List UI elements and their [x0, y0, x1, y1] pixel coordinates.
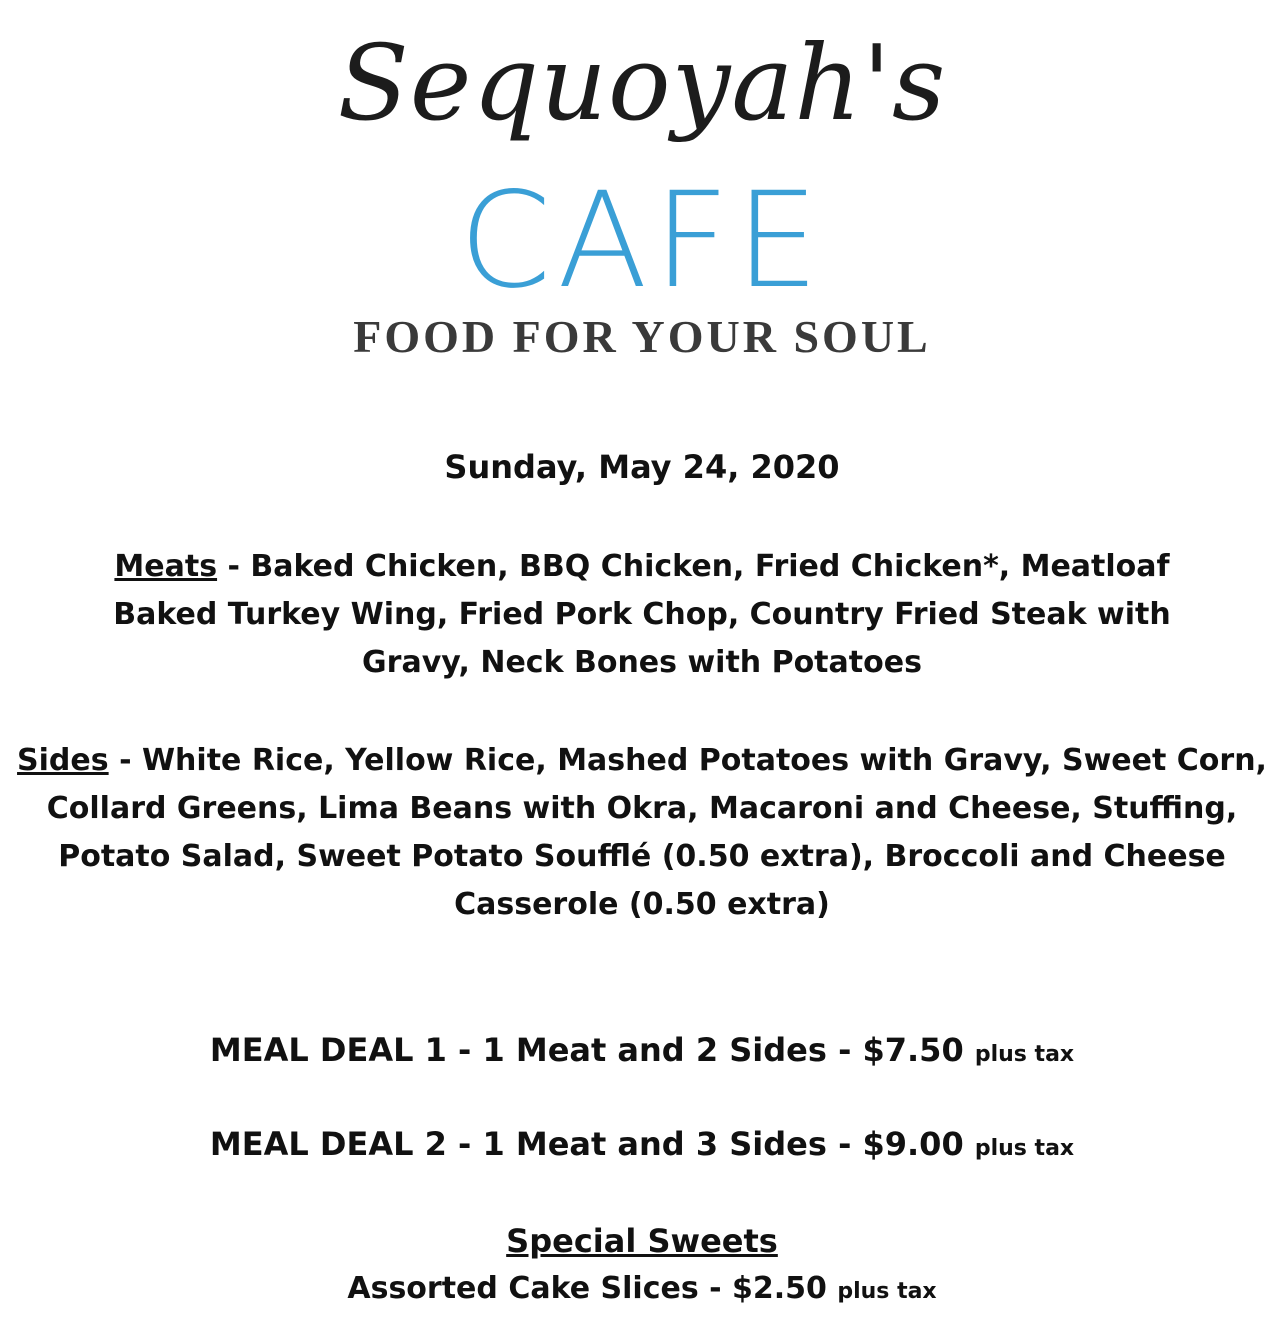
- logo-tagline: FOOD FOR YOUR SOUL: [353, 311, 931, 362]
- logo-cafe-word: CAFE: [459, 164, 825, 318]
- sides-line: Collard Greens, Lima Beans with Okra, Macaroni and Cheese, Stuffing,: [46, 791, 1238, 826]
- menu-date: Sunday, May 24, 2020: [444, 448, 840, 486]
- meal-deal-2-suffix: plus tax: [974, 1136, 1075, 1161]
- sides-section: [0, 737, 1284, 929]
- meats-heading: Meats: [114, 549, 218, 584]
- meal-deal-1: [0, 1026, 1284, 1079]
- sides-heading: Sides: [17, 743, 109, 778]
- meats-line-text: - Baked Chicken, BBQ Chicken, Fried Chicken*, Meatloaf: [217, 549, 1170, 584]
- meats-line: Gravy, Neck Bones with Potatoes: [362, 645, 922, 680]
- sides-line: [0, 737, 1284, 785]
- cafe-logo: [0, 0, 1284, 380]
- special-sweets-item-text: Assorted Cake Slices - $2.50: [347, 1271, 827, 1306]
- meal-deal-2-text: MEAL DEAL 2 - 1 Meat and 3 Sides - $9.00: [209, 1125, 964, 1163]
- meats-section: [0, 543, 1284, 687]
- meats-line: Baked Turkey Wing, Fried Pork Chop, Country Fried Steak with: [113, 597, 1171, 632]
- special-sweets-item-suffix: plus tax: [837, 1279, 937, 1304]
- special-sweets-heading-text: Special Sweets: [506, 1222, 778, 1260]
- logo-script-name: Sequoyah's: [337, 22, 947, 144]
- sides-line: Casserole (0.50 extra): [454, 887, 830, 922]
- sides-line-text: - White Rice, Yellow Rice, Mashed Potatoes with Gravy, Sweet Corn,: [108, 743, 1267, 778]
- special-sweets-heading: [0, 1218, 1284, 1264]
- meal-deal-2: [0, 1120, 1284, 1173]
- special-sweets-item: [0, 1266, 1284, 1315]
- meal-deal-1-suffix: plus tax: [974, 1042, 1075, 1067]
- sides-line: Potato Salad, Sweet Potato Soufflé (0.50 extra), Broccoli and Cheese: [58, 839, 1226, 874]
- meats-line: [0, 543, 1284, 591]
- meal-deal-1-text: MEAL DEAL 1 - 1 Meat and 2 Sides - $7.50: [209, 1031, 964, 1069]
